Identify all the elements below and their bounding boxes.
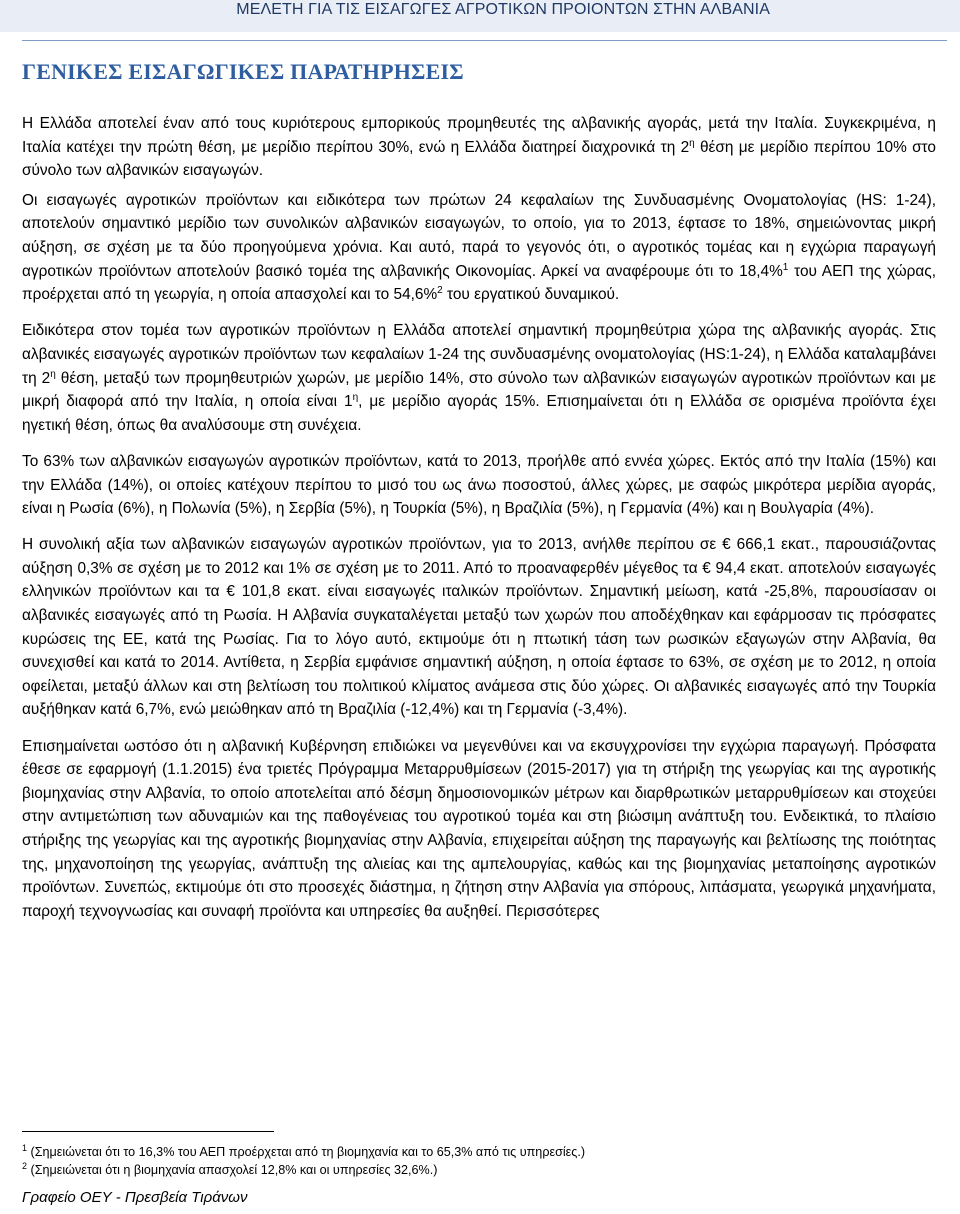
footnote-divider [22, 1131, 274, 1132]
ordinal-superscript: η [50, 368, 56, 380]
paragraph-1 [22, 112, 936, 183]
running-header [0, 0, 960, 32]
paragraph-3-text-a: Ειδικότερα στον τομέα των αγροτικών προϊόντων η Ελλάδα αποτελεί σημαντική προμηθεύτρια χώρα της αλβανικής αγοράς. Στις αλβανικές εισαγωγές αγροτικών προϊόντων των κεφαλαίων 1-24 της συνδυασμένης ονοματολογίας (HS:1-24), η Ελλάδα καταλαμβάνει τη 2 [22, 322, 936, 387]
ordinal-superscript: η [689, 137, 695, 149]
footnote-number: 2 [22, 1161, 28, 1172]
footnote-2 [22, 1161, 936, 1179]
paragraph-5: Η συνολική αξία των αλβανικών εισαγωγών αγροτικών προϊόντων, για το 2013, ανήλθε περίπου σε € 666,1 εκατ., παρουσιάζοντας αύξηση 0,3% σε σχέση με το 2012 και 1% σε σχέση με το 2011. Από το προαναφερθέν μέγεθος τα € 94,4 εκατ. αποτελούν εισαγωγές ελληνικών προϊόντων και τα € 101,8 εκατ. είναι εισαγωγές ιταλικών προϊόντων. Σημαντική μείωση, κατά -25,8%, παρουσίασαν οι αλβανικές εισαγωγές από τη Ρωσία. Η Αλβανία συγκαταλέγεται μεταξύ των χωρών που αποδέχθηκαν και εφάρμοσαν τις πρόσφατες κυρώσεις της ΕΕ, κατά της Ρωσίας. Για το λόγο αυτό, εκτιμούμε ότι η πτωτική τάση των ρωσικών εξαγωγών στην Αλβανία, θα συνεχισθεί και κατά το 2014. Αντίθετα, η Σερβία εμφάνισε σημαντική αύξηση, η οποία έφτασε το 63%, σε σχέση με το 2012, η οποία οφείλεται, μεταξύ άλλων και στη βελτίωση του πολιτικού κλίματος ανάμεσα στις δύο χώρες. Οι αλβανικές εισαγωγές από την Τουρκία αυξήθηκαν κατά 6,7%, ενώ μειώθηκαν από τη Βραζιλία (-12,4%) και τη Γερμανία (-3,4%). [22, 536, 936, 719]
paragraph-3-text-c: , με μερίδιο αγοράς 15%. Επισημαίνεται ότι η Ελλάδα σε ορισμένα προϊόντα έχει ηγετική θέση, όπως θα αναλύσουμε στη συνέχεια. [22, 393, 936, 434]
footnote-text: (Σημειώνεται ότι η βιομηχανία απασχολεί 12,8% και οι υπηρεσίες 32,6%.) [27, 1163, 438, 1178]
paragraph-2-text-b: του ΑΕΠ της χώρας, προέρχεται από τη γεωργία, η οποία απασχολεί και το 54,6% [22, 262, 936, 304]
section-title: ΓΕΝΙΚΕΣ ΕΙΣΑΓΩΓΙΚΕΣ ΠΑΡΑΤΗΡΗΣΕΙΣ [22, 59, 464, 84]
footnotes [22, 1143, 936, 1180]
paragraph-2 [22, 189, 936, 307]
paragraph-1-text-a: Η Ελλάδα αποτελεί έναν από τους κυριότερους εμπορικούς προμηθευτές της αλβανικής αγοράς, μετά την Ιταλία. Συγκεκριμένα, η Ιταλία κατέχει την πρώτη θέση, με μερίδιο περίπου 30%, ενώ η Ελλάδα διατηρεί διαχρονικά τη 2 [22, 115, 936, 156]
paragraph-1-text-b: θέση με μερίδιο περίπου 10% στο σύνολο των αλβανικών εισαγωγών. [22, 138, 936, 180]
footnote-number: 1 [22, 1142, 28, 1153]
paragraph-2-text-a: Οι εισαγωγές αγροτικών προϊόντων και ειδικότερα των πρώτων 24 κεφαλαίων της Συνδυασμένης Ονοματολογίας (HS: 1-24), αποτελούν σημαντικό μερίδιο των συνολικών αλβανικών εισαγωγών, το οποίο, για το 2013, έφτασε το 18%, σημειώνοντας μικρή αύξηση, σε σχέση με τα δύο προηγούμενα χρόνια. Και αυτό, παρά το γεγονός ότι, ο αγροτικός τομέας και η εγχώρια παραγωγή αγροτικών προϊόντων αποτελούν βασικό τομέα της αλβανικής Οικονομίας. Αρκεί να αναφέρουμε ότι το 18,4% [22, 191, 936, 280]
running-footer: Γραφείο ΟΕΥ - Πρεσβεία Τιράνων [22, 1189, 248, 1206]
paragraph-3-text-b: θέση, μεταξύ των προμηθευτριών χωρών, με μερίδιο 14%, στο σύνολο των αλβανικών εισαγωγών αγροτικών προϊόντων και με μικρή διαφορά από την Ιταλία, η οποία είναι 1 [22, 369, 936, 411]
ordinal-superscript: η [352, 392, 359, 403]
document-body [22, 112, 936, 936]
footnote-ref-1: 1 [782, 261, 789, 273]
header-divider [22, 40, 947, 41]
paragraph-4: Το 63% των αλβανικών εισαγωγών αγροτικών προϊόντων, κατά το 2013, προήλθε από εννέα χώρες. Εκτός από την Ιταλία (15%) και την Ελλάδα (14%), οι οποίες κατέχουν περίπου το μισό του ως άνω ποσοστού, άλλες χώρες, με σαφώς μικρότερα μερίδια αγοράς, είναι η Ρωσία (6%), η Πολωνία (5%), η Σερβία (5%), η Τουρκία (5%), η Βραζιλία (5%), η Γερμανία (4%) και η Βουλγαρία (4%). [22, 452, 936, 518]
footnote-1 [22, 1143, 936, 1161]
running-header-title: ΜΕΛΕΤΗ ΓΙΑ ΤΙΣ ΕΙΣΑΓΩΓΕΣ ΑΓΡΟΤΙΚΩΝ ΠΡΟΙΟΝΤΩΝ ΣΤΗΝ ΑΛΒΑΝΙΑ [236, 1, 770, 18]
footnote-text: (Σημειώνεται ότι το 16,3% του ΑΕΠ προέρχεται από τη βιομηχανία και το 65,3% από τις υπηρεσίες.) [27, 1145, 586, 1159]
paragraph-6: Επισημαίνεται ωστόσο ότι η αλβανική Κυβέρνηση επιδιώκει να μεγενθύνει και να εκσυγχρονίσει την εγχώρια παραγωγή. Πρόσφατα έθεσε σε εφαρμογή (1.1.2015) ένα τριετές Πρόγραμμα Μεταρρυθμίσεων (2015-2017) για τη στήριξη της γεωργίας και της αγροτικής βιομηχανίας στην Αλβανία, το οποίο αποτελείται από δέσμη δημοσιονομικών μέτρων και διαρθρωτικών μεταρρυθμίσεων και στοχεύει στην αντιμετώπιση των αδυναμιών και της παθογένειας του αγροτικού τομέα και στη βιώσιμη ανάπτυξη του. Ενδεικτικά, το πλαίσιο στήριξης της γεωργίας και της αγροτικής βιομηχανίας στην Αλβανία, επιχειρείται αύξηση της παραγωγής και βελτίωσης της ποιότητας της, μηχανοποίηση της γεωργίας, ανάπτυξη της αλιείας και της αμπελουργίας, καθώς και της βιομηχανίας μεταποίησης αγροτικών προϊόντων. Συνεπώς, εκτιμούμε ότι στο προσεχές διάστημα, η ζήτηση στην Αλβανία για σπόρους, λιπάσματα, γεωργικά μηχανήματα, παροχή τεχνογνωσίας και συναφή προϊόντα και υπηρεσίες θα αυξηθεί. Περισσότερες [22, 737, 936, 920]
paragraph-3 [22, 319, 936, 437]
footnote-ref-2: 2 [437, 285, 443, 297]
paragraph-2-text-c: του εργατικού δυναμικού. [442, 286, 620, 304]
